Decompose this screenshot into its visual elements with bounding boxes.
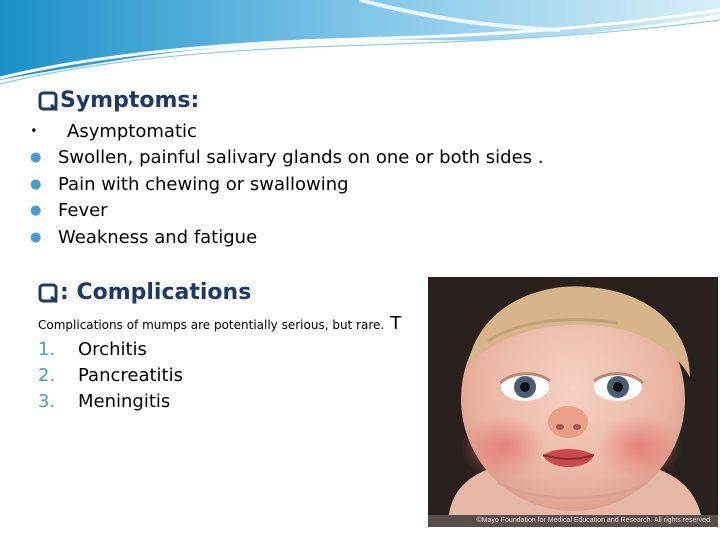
photo-credit: ©Mayo Foundation for Medical Education and Research. All rights reserved. (428, 515, 718, 527)
list-item-text: Pain with chewing or swallowing (58, 173, 349, 195)
bullet-icon: ● (30, 203, 42, 219)
complications-title: : Complications (60, 280, 252, 305)
list-item (38, 388, 183, 414)
q-checkbox-icon (38, 283, 58, 303)
list-item (28, 118, 544, 145)
symptoms-list (28, 118, 544, 251)
list-item (38, 362, 183, 388)
list-item-text: Meningitis (78, 390, 171, 412)
list-item-text: Swollen, painful salivary glands on one or both sides . (58, 147, 544, 169)
list-item-text: Pancreatitis (78, 364, 183, 386)
complications-list (38, 336, 183, 414)
bullet-icon: • (30, 123, 38, 139)
list-item-number: 1. (38, 338, 56, 360)
bullet-icon: ● (30, 229, 42, 245)
list-item (38, 336, 183, 362)
list-item-number: 2. (38, 364, 56, 386)
complications-note-text: Complications of mumps are potentially serious, but rare. (38, 318, 385, 332)
complications-note (38, 313, 401, 334)
list-item-text: Weakness and fatigue (58, 226, 258, 248)
symptoms-heading (38, 88, 199, 113)
symptoms-title: Symptoms: (60, 88, 200, 113)
complications-note-tail: T (390, 313, 402, 334)
child-photo (428, 277, 718, 527)
q-checkbox-icon (38, 91, 58, 111)
list-item (28, 224, 544, 251)
list-item (28, 145, 544, 172)
list-item-text: Orchitis (78, 338, 147, 360)
list-item-text: Asymptomatic (67, 120, 197, 142)
complications-heading (38, 280, 251, 305)
list-item (28, 171, 544, 198)
list-item-number: 3. (38, 390, 56, 412)
bullet-icon: ● (30, 150, 42, 166)
list-item-text: Fever (58, 200, 108, 222)
header-wave-decoration (0, 0, 720, 90)
bullet-icon: ● (30, 176, 42, 192)
list-item (28, 198, 544, 225)
child-face-illustration (428, 277, 718, 527)
